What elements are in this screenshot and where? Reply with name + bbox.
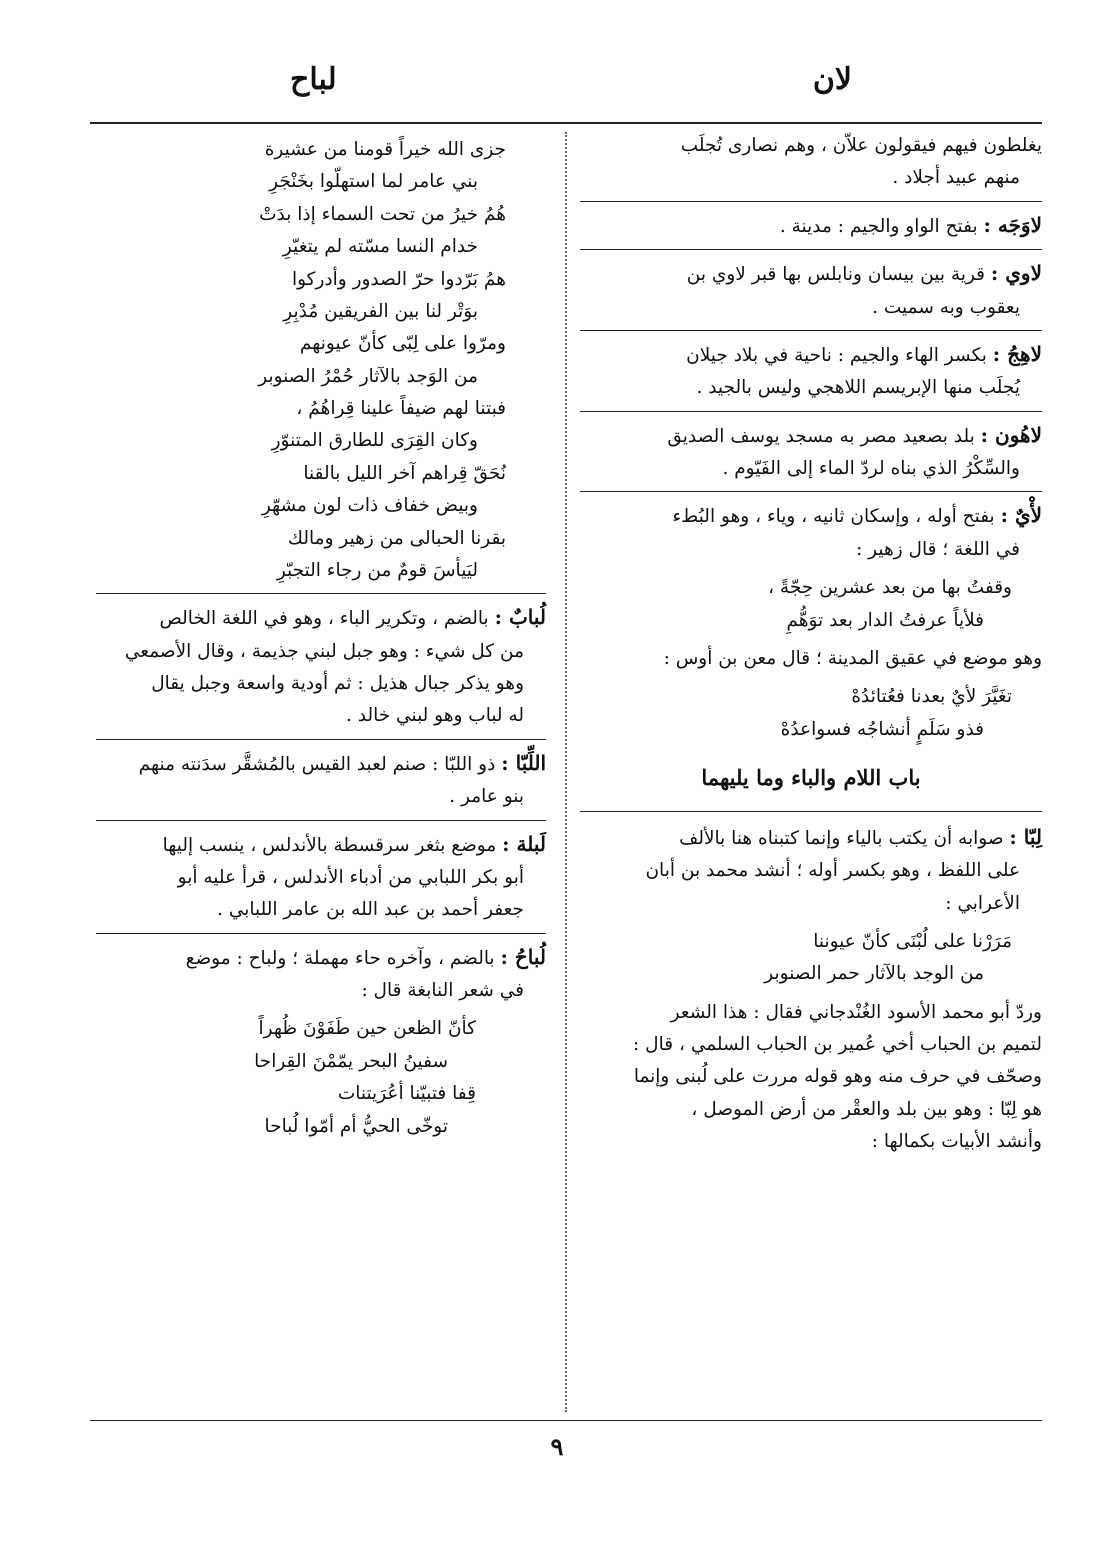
right-column	[580, 130, 1042, 1165]
verse-hemistich: كأنّ الظعن حين طَفَوْنَ ظُهراً	[258, 1018, 476, 1040]
poem-nabigha	[96, 1013, 546, 1143]
entry-lubah	[96, 940, 546, 1008]
verse-hemistich: وبيض خفاف ذات لون مشهّرِ	[261, 495, 478, 517]
headword: لَبلة :	[502, 831, 546, 856]
verse-hemistich: ومرّوا على لِبّى كأنّ عيونهم	[299, 333, 506, 355]
entry-lahun	[580, 418, 1042, 486]
definition-continued: في شعر النابغة قال :	[361, 980, 524, 1001]
definition-continued: على اللفظ ، وهو بكسر أوله ؛ أنشد محمد بن أبان	[645, 860, 1020, 882]
header-right-title: لان	[812, 62, 852, 97]
paragraph-maan: وهو موضع في عقيق المدينة ؛ قال معن بن أوس :	[663, 647, 1042, 669]
headword: اللِّبّا :	[501, 750, 546, 775]
headword: لُبابٌ :	[494, 605, 546, 630]
entry-libba	[580, 820, 1042, 920]
entry-labla	[96, 827, 546, 927]
verse-lubna	[580, 926, 1042, 991]
entry-separator	[96, 739, 546, 740]
page-number: ٩	[550, 1432, 564, 1461]
closing-line: وصحّف في حرف منه وهو قوله مررت على لُبنى وإنما	[633, 1066, 1042, 1088]
verse-hemistich: فذو سَلَمٍ أنشاجُه فسواعدُهْ	[780, 718, 984, 740]
page-header	[90, 62, 1042, 112]
definition: بكسر الهاء والجيم : ناحية في بلاد جيلان	[686, 344, 987, 366]
definition: صوابه أن يكتب بالياء وإنما كتبناه هنا بالألف	[679, 827, 1004, 849]
footer-rule	[90, 1420, 1042, 1421]
entry-separator	[96, 820, 546, 821]
section-rule	[580, 811, 1042, 812]
column-divider	[565, 132, 567, 1412]
definition: ذو اللبّا : صنم لعبد القيس بالمُشقَّر سدَنته منهم	[138, 753, 496, 775]
entry-lahij	[580, 337, 1042, 405]
verse-hemistich: توخّى الحيُّ أم أمّوا لُباحا	[264, 1115, 448, 1137]
verse-hemistich: جزى الله خيراً قومنا من عشيرة	[264, 139, 506, 160]
definition: موضع بثغر سرقسطة بالأندلس ، ينسب إليها	[162, 834, 497, 856]
definition-continued: يُجلَب منها الإبريسم اللاهجي وليس بالجيد .	[696, 377, 1020, 399]
entry-lawajah	[580, 208, 1042, 243]
verse-hemistich: قِفا فتبيّنا أعُرَيتنات	[337, 1083, 476, 1105]
entry-separator	[580, 249, 1042, 250]
closing-paragraph	[580, 997, 1042, 1159]
entry-lubab	[96, 600, 546, 733]
definition-continued: وهو يذكر جبال هذيل : ثم أودية واسعة وجبل يقال	[151, 673, 524, 694]
definition-continued: الأعرابي :	[945, 892, 1020, 914]
definition-continued: من كل شيء : وهو جبل لبني جذيمة ، وقال الأصمعي	[124, 640, 524, 662]
verse-hemistich: ليَيأسَ قومٌ من رجاء التجبّرِ	[276, 559, 478, 581]
verse-hemistich: همُ بَرّدوا حرّ الصدور وأدركوا	[291, 268, 506, 290]
definition: بالضم ، وتكرير الباء ، وهو في اللغة الخالص	[159, 608, 489, 630]
definition: بفتح الواو والجيم : مدينة .	[779, 215, 978, 237]
poem-banu-amir	[96, 134, 546, 587]
header-rule	[90, 122, 1042, 124]
entry-lawi	[580, 256, 1042, 324]
verse-maan	[580, 681, 1042, 746]
verse-hemistich: بقرنا الحبالى من زهير ومالك	[287, 527, 506, 549]
verse-hemistich: تغَيَّرَ لأيٌ بعدنا فعُتائدُهْ	[851, 686, 1012, 708]
definition-continued: يعقوب وبه سميت .	[872, 296, 1020, 318]
definition: قرية بين بيسان ونابلس بها قبر لاوي بن	[686, 264, 986, 286]
entry-separator	[96, 933, 546, 934]
verse-hemistich: خدام النسا مسّته لم يتغيّرِ	[282, 236, 478, 258]
closing-line: وأنشد الأبيات بكمالها :	[871, 1131, 1042, 1153]
headword: لأْيٌ :	[1000, 503, 1042, 528]
definition-continued: له لباب وهو لبني خالد .	[346, 705, 524, 727]
closing-line: وردّ أبو محمد الأسود الغُنْدجاني فقال : هذا الشعر	[670, 1001, 1042, 1023]
headword: لاوي :	[990, 261, 1042, 286]
definition-continued: والسِّكْرُ الذي بناه لردّ الماء إلى الفَيّوم .	[722, 458, 1020, 479]
entry-separator	[96, 593, 546, 594]
verse-hemistich: بوَتْر لنا بين الفريقين مُدْبِرِ	[283, 300, 478, 322]
verse-hemistich: مَرَرْنا على لُبْنَى كأنّ عيوننا	[813, 930, 1012, 952]
verse-hemistich: وقفتُ بها من بعد عشرين حِجّةً ،	[768, 577, 1012, 599]
verse-hemistich: فلأياً عرفتُ الدار بعد توَهُّمِ	[786, 609, 984, 631]
headword: لِبّا :	[1009, 824, 1042, 849]
entry-separator	[580, 201, 1042, 202]
closing-line: هو لِبّا : وهو بين بلد والعقْر من أرض الموصل ،	[691, 1098, 1042, 1120]
verse-hemistich: سفينُ البحر يمّمْنَ القِراحا	[254, 1050, 448, 1072]
closing-line: لتميم بن الحباب أخي عُمير بن الحباب السلمي ، قال :	[633, 1034, 1042, 1055]
headword: لاهُون :	[980, 422, 1042, 447]
definition-continued: جعفر أحمد بن عبد الله بن عامر اللبابي .	[217, 899, 524, 921]
definition: بلد بصعيد مصر به مسجد يوسف الصديق	[667, 425, 975, 447]
headword: لاوَجَه :	[983, 212, 1042, 237]
verse-hemistich: فبتنا لهم ضيفاً علينا قِراهُمُ ،	[296, 398, 506, 419]
verse-zuhair	[580, 572, 1042, 637]
verse-hemistich: من الوَجد بالآثار حُمْرُ الصنوبر	[258, 365, 478, 387]
entry-separator	[580, 411, 1042, 412]
definition: بالضم ، وآخره حاء مهملة ؛ ولباح : موضع	[185, 947, 495, 969]
verse-hemistich: بني عامر لما استهلّوا بخَنْجَرِ	[269, 171, 478, 193]
entry-separator	[580, 330, 1042, 331]
section-title: باب اللام والباء وما يليهما	[701, 765, 921, 790]
definition-continued: أبو بكر اللبابي من أدباء الأندلس ، قرأ عليه أبو	[177, 866, 524, 888]
left-column	[96, 130, 546, 1149]
definition: بفتح أوله ، وإسكان ثانيه ، وياء ، وهو البُطء	[672, 506, 995, 528]
entry-separator	[580, 491, 1042, 492]
definition-continued: في اللغة ؛ قال زهير :	[856, 538, 1020, 560]
headword: لُباحُ :	[500, 944, 546, 969]
verse-hemistich: نُحَقّ قِراهم آخر الليل بالقنا	[303, 462, 506, 484]
entry-allibba	[96, 746, 546, 814]
intro-line-1: يغلطون فيهم فيقولون علاّن ، وهم نصارى تُجلَب	[680, 135, 1042, 156]
intro-paragraph	[580, 130, 1042, 195]
header-left-title: لباح	[290, 62, 337, 97]
entry-lay	[580, 498, 1042, 566]
intro-line-2: منهم عبيد أجلاد .	[892, 167, 1020, 189]
verse-hemistich: من الوجد بالآثار حمر الصنوبر	[764, 963, 984, 985]
headword: لاهِجُ :	[992, 341, 1042, 366]
verse-hemistich: هُمُ خيرُ من تحت السماء إذا بدَتْ	[259, 203, 506, 225]
verse-hemistich: وكان القِرَى للطارق المتنوّرِ	[271, 430, 478, 452]
definition-continued: بنو عامر .	[449, 786, 524, 808]
